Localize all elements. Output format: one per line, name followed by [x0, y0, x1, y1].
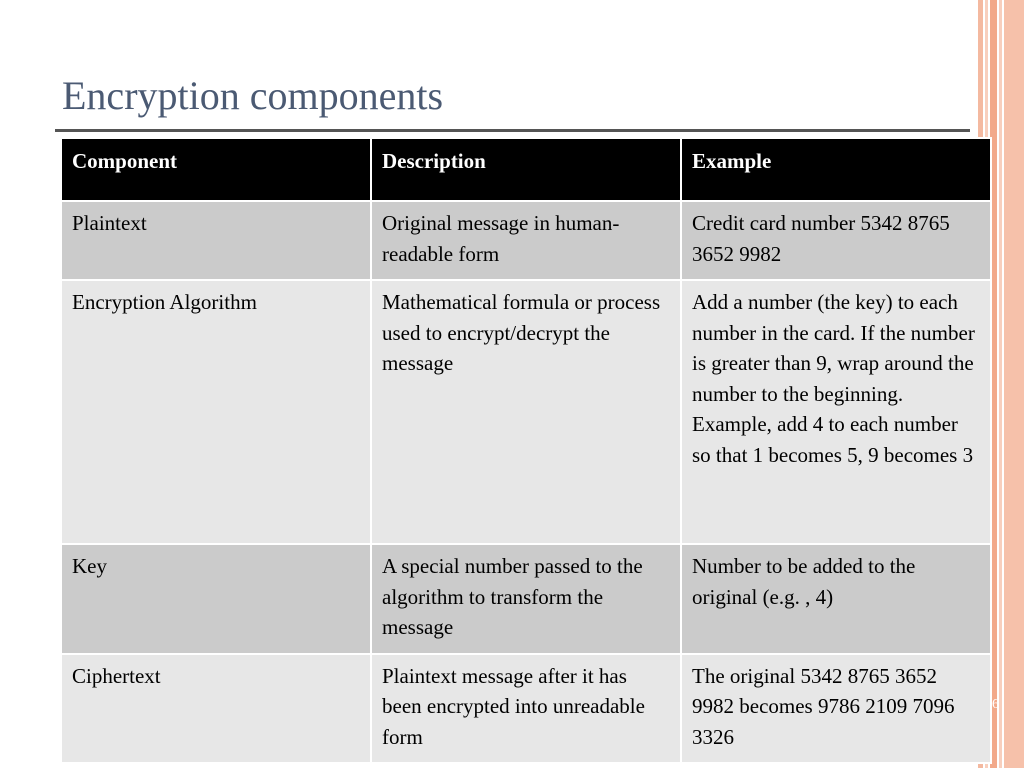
- table-row: [61, 280, 991, 544]
- table-row: [61, 201, 991, 280]
- decorative-stripe: [999, 0, 1002, 768]
- table-header-row: [61, 138, 991, 201]
- column-header-component: Component: [61, 138, 371, 201]
- cell-description: A special number passed to the algorithm to transform the message: [371, 544, 681, 654]
- column-header-description: Description: [371, 138, 681, 201]
- encryption-components-table: [60, 137, 992, 764]
- title-divider: [55, 129, 970, 132]
- slide-title: Encryption components: [62, 73, 444, 118]
- page-number: 6: [992, 697, 999, 712]
- cell-component: Ciphertext: [61, 654, 371, 764]
- cell-description: Mathematical formula or process used to encrypt/decrypt the message: [371, 280, 681, 544]
- cell-example: Number to be added to the original (e.g. , 4): [681, 544, 991, 654]
- table-row: [61, 544, 991, 654]
- cell-example: The original 5342 8765 3652 9982 becomes 9786 2109 7096 3326: [681, 654, 991, 764]
- cell-description: Plaintext message after it has been encrypted into unreadable form: [371, 654, 681, 764]
- cell-component: Encryption Algorithm: [61, 280, 371, 544]
- column-header-example: Example: [681, 138, 991, 201]
- table-row: [61, 654, 991, 764]
- cell-component: Plaintext: [61, 201, 371, 280]
- decorative-stripe: [1004, 0, 1024, 768]
- cell-example: Add a number (the key) to each number in the card. If the number is greater than 9, wrap around the number to the beginning. Example, add 4 to each number so that 1 becomes 5, 9 becomes 3: [681, 280, 991, 544]
- cell-example: Credit card number 5342 8765 3652 9982: [681, 201, 991, 280]
- cell-description: Original message in human-readable form: [371, 201, 681, 280]
- cell-component: Key: [61, 544, 371, 654]
